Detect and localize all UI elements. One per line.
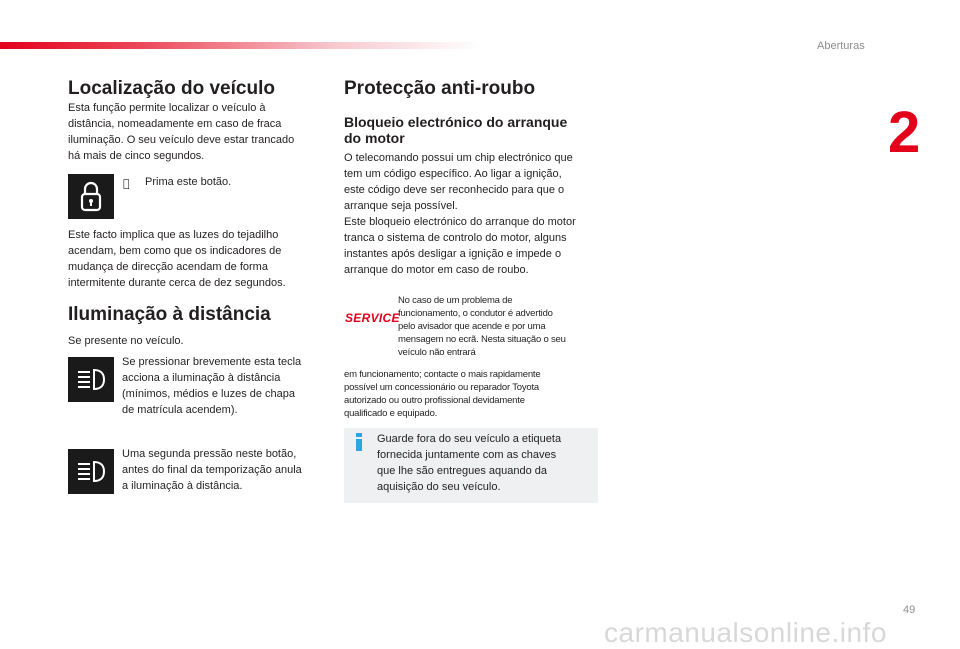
title-anti-theft: Protecção anti-roubo	[344, 78, 536, 99]
press1-line: Se pressionar brevemente esta tecla	[122, 356, 302, 368]
headlamp-button-icon	[68, 449, 114, 494]
headlamp-icon	[68, 357, 114, 402]
press2-line: Uma segunda pressão neste botão,	[122, 448, 297, 460]
title-remote-lighting: Iluminação à distância	[68, 304, 271, 325]
subtitle-line: Bloqueio electrónico do arranque	[344, 114, 568, 130]
intro-line: Esta função permite localizar o veículo à	[68, 102, 266, 114]
info-line: Guarde fora do seu veículo a etiqueta	[377, 433, 562, 445]
service-line: mensagem no ecrã. Nesta situação o seu	[398, 334, 566, 345]
service-line: pelo avisador que acende e por uma	[398, 321, 546, 332]
presence-note: Se presente no veículo.	[68, 335, 184, 347]
info-line: aquisição do seu veículo.	[377, 481, 501, 493]
info-line: fornecida juntamente com as chaves	[377, 449, 557, 461]
intro-line: distância, nomeadamente em caso de fraca	[68, 118, 282, 130]
press1-line: acciona a iluminação à distância	[122, 372, 281, 384]
bullet-glyph	[123, 177, 130, 190]
body-line: arranque seja possível.	[344, 200, 458, 212]
press-instruction: Prima este botão.	[145, 176, 232, 188]
service-line: possível um concessionário ou reparador Toyota	[344, 382, 539, 393]
body-line: tem um código específico. Ao ligar a ignição,	[344, 168, 562, 180]
watermark-text: carmanualsonline.info	[604, 617, 887, 648]
service-line: em funcionamento; contacte o mais rapidamente	[344, 369, 541, 380]
service-line: veículo não entrará	[398, 347, 476, 358]
service-line: No caso de um problema de	[398, 295, 513, 306]
lock-button-icon	[68, 174, 114, 219]
body-line: Este bloqueio electrónico do arranque do motor	[344, 216, 576, 228]
headlamp-icon	[68, 449, 114, 494]
subtitle-line: do motor	[344, 130, 405, 146]
intro-line: iluminação. O seu veículo deve estar trancado	[68, 134, 295, 146]
effect-line: intermitente durante cerca de dez segundos.	[68, 277, 286, 289]
press2-line: a iluminação à distância.	[122, 480, 243, 492]
press1-line: de matrícula acendem).	[122, 404, 238, 416]
intro-line: há mais de cinco segundos.	[68, 150, 205, 162]
body-line: O telecomando possui um chip electrónico que	[344, 152, 573, 164]
effect-line: Este facto implica que as luzes do tejadilho	[68, 229, 279, 241]
service-warning-icon: SERVICE	[345, 311, 400, 325]
effect-line: mudança de direcção acendam de forma	[68, 261, 268, 273]
service-line: autorizado ou outro profissional devidamente	[344, 395, 525, 406]
title-vehicle-location: Localização do veículo	[68, 78, 275, 99]
header-accent-bar	[0, 42, 480, 49]
section-label: Aberturas	[817, 40, 865, 52]
body-line: instantes após desligar a ignição e impede o	[344, 248, 562, 260]
page-number: 49	[903, 604, 916, 616]
service-line: funcionamento, o condutor é advertido	[398, 308, 553, 319]
info-line: que lhe são entregues aquando da	[377, 465, 548, 477]
press2-line: antes do final da temporização anula	[122, 464, 302, 476]
headlamp-button-icon	[68, 357, 114, 402]
effect-line: acendam, bem como que os indicadores de	[68, 245, 282, 257]
body-line: arranque do motor em caso de roubo.	[344, 264, 529, 276]
chapter-number: 2	[888, 100, 921, 165]
body-line: tranca o sistema de controlo do motor, alguns	[344, 232, 567, 244]
service-line: qualificado e equipado.	[344, 408, 438, 419]
body-line: este código deve ser reconhecido para que o	[344, 184, 565, 196]
lock-icon	[68, 174, 114, 219]
press1-line: (mínimos, médios e luzes de chapa	[122, 388, 296, 400]
info-icon	[354, 433, 364, 451]
